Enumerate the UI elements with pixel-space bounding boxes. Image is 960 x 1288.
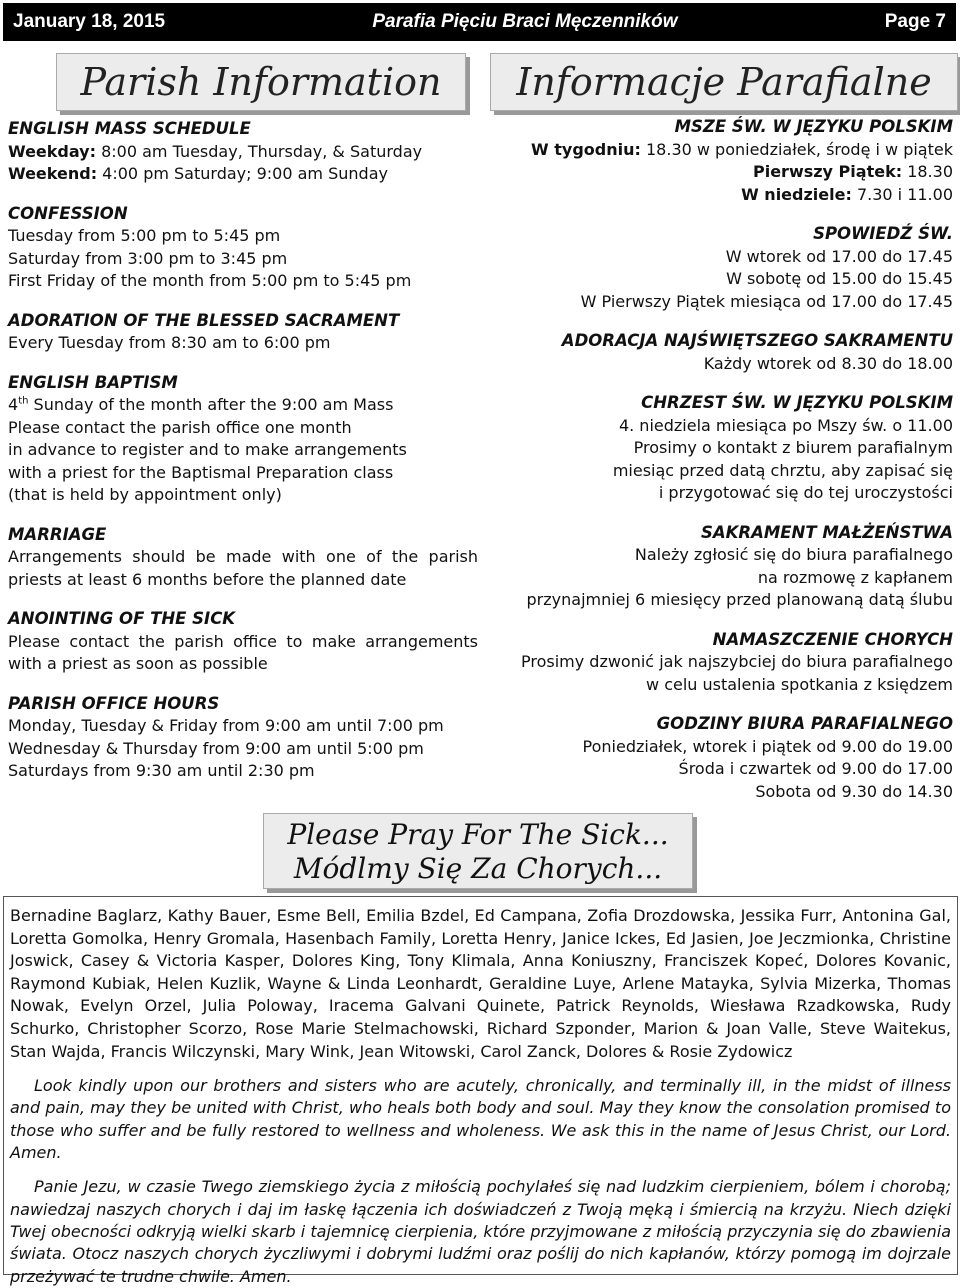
first-friday-times: 18.30 [902,162,953,181]
office-hours-line: Wednesday & Thursday from 9:00 am until 5:00 pm [8,738,424,758]
polish-mass-section [490,116,953,206]
office-hours-line: Saturdays from 9:30 am until 2:30 pm [8,761,315,780]
confession-line: First Friday of the month from 5:00 pm to 5:45 pm [8,271,412,290]
informacje-parafialne-heading: Informacje Parafialne [490,53,958,111]
weekday-times: 8:00 am Tuesday, Thursday, & Saturday [96,141,423,161]
baptism-section [8,372,478,507]
anointing-text: Please contact the parish office to make arrangements with a priest as soon as possible [8,631,478,673]
weekday-label: Weekday: [8,141,97,161]
pray-for-sick-heading [263,813,693,889]
sunday-times: 7.30 i 11.00 [851,184,953,204]
section-title: SPOWIEDŹ ŚW. [813,224,953,243]
malzenstwo-section [490,522,953,612]
first-friday-label: Pierwszy Piątek: [752,162,903,181]
baptism-line: i przygotować się do tej uroczystości [658,483,953,502]
polish-info-column [490,116,953,820]
office-hours-line: Środa i czwartek od 9.00 do 17.00 [678,759,953,778]
baptism-line: 4. niedziela miesiąca po Mszy św. o 11.00 [618,415,953,435]
weekday-label: W tygodniu: [531,139,641,159]
marriage-section [8,524,478,592]
sick-names-list: Bernadine Baglarz, Kathy Bauer, Esme Bell, Emilia Bzdel, Ed Campana, Zofia Drozdowska, Jessika Furr, Antonina Gal, Loretta Gomolka, Henry Gromala, Hasenbach Family, Loretta Henry, Janice Ickes, Ed Jasien, Joe Jeczmionka, Christine Joswick, Casey & Victoria Kasper, Dolores King, Tony Klimala, Anna Koniuszny, Franciszek Kopeć, Dolores Kovanic, Raymond Kubiak, Helen Kuzlik, Wayne & Linda Leonhardt, Geraldine Luye, Arlene Matayka, Sylvia Mizerka, Thomas Nowak, Evelyn Orzel, Julia Poloway, Iracema Galvani Quinete, Patrick Reynolds, Wiesława Rzadkowska, Rudy Schurko, Christopher Scorzo, Rose Marie Stelmachowski, Richard Szponder, Marion & Joan Valle, Steve Waitekus, Stan Wajda, Francis Wilczynski, Mary Wink, Jean Witowski, Carol Zanck, Dolores & Rosie Zydowicz [10,906,951,1061]
office-hours-line: Sobota od 9.30 do 14.30 [755,781,953,801]
baptism-line: with a priest for the Baptismal Preparation class [8,462,394,482]
baptism-ordinal: 4 [8,395,19,414]
marriage-line: na rozmowę z kapłanem [757,567,953,587]
spowiedz-section [490,223,953,313]
weekend-times: 4:00 pm Saturday; 9:00 am Sunday [97,164,388,183]
baptism-line: Prosimy o kontakt z biurem parafialnym [633,438,953,457]
baptism-line: (that is held by appointment only) [8,485,282,504]
section-title: ADORATION OF THE BLESSED SACRAMENT [8,310,400,330]
namaszczenie-section [490,629,953,697]
section-title: CONFESSION [8,203,128,223]
section-title: MSZE ŚW. W JĘZYKU POLSKIM [674,117,953,136]
weekend-label: Weekend: [8,164,98,183]
adoracja-section [490,330,953,375]
english-mass-section [8,118,478,186]
sunday-label: W niedziele: [741,184,852,204]
marriage-text: Arrangements should be made with one of the parish priests at least 6 months before the planned date [8,547,478,589]
adoration-section [8,310,478,355]
page-header-bar [3,3,956,41]
anointing-line: w celu ustalenia spotkania z księdzem [646,674,953,694]
confession-line: W Pierwszy Piątek miesiąca od 17.00 do 17.45 [580,291,953,311]
section-title: ENGLISH BAPTISM [8,372,178,392]
baptism-ordinal-suffix: th [18,395,29,407]
section-title: ADORACJA NAJŚWIĘTSZEGO SAKRAMENTU [561,331,953,350]
section-title: ANOINTING OF THE SICK [8,609,236,628]
section-title: GODZINY BIURA PARAFIALNEGO [656,714,953,733]
marriage-line: przynajmniej 6 miesięcy przed planowaną datą ślubu [526,590,953,609]
pray-heading-english: Please Pray For The Sick... [287,818,669,851]
baptism-line: miesiąc przed datą chrztu, aby zapisać się [612,460,953,480]
prayer-polish: Panie Jezu, w czasie Twego ziemskiego życia z miłością pochylałeś się nad ludzkim cierpieniem, bólem i chorobą; nawiedzaj naszych chorych i daj im łaskę łączenia ich doświadczeń z Twoją męką i śmiercią na krzyżu. Niech dzięki Twej obecności odkryją wielki skarb i tajemnicę cierpienia, które przyjmowane z miłością przyczynia się do zbawienia świata. Otocz naszych chorych życzliwymi i dobrymi ludźmi oraz poślij do nich kapłanów, którzy pomogą im dojrzale przeżywać te trudne chwile. Amen. [10,1177,951,1286]
confession-section [8,203,478,293]
pray-heading-polish: Módlmy Się Za Chorych... [293,852,663,885]
parish-information-heading: Parish Information [56,53,466,111]
page-number: Page 7 [884,11,946,32]
section-title: NAMASZCZENIE CHORYCH [712,629,953,649]
sick-list-box [3,896,958,1286]
section-title: ENGLISH MASS SCHEDULE [8,119,251,138]
baptism-first-line: Sunday of the month after the 9:00 am Mass [28,395,394,414]
english-info-column [8,118,478,800]
prayer-english: Look kindly upon our brothers and sisters who are acutely, chronically, and terminally ill, in the midst of illness and pain, may they be united with Christ, who heals both body and soul. May they know the consolation promised to those who suffer and be fully restored to wellness and wholeness. We ask this in the name of Jesus Christ, our Lord. Amen. [10,1076,951,1163]
adoration-text: Every Tuesday from 8:30 am to 6:00 pm [8,333,331,352]
confession-line: Saturday from 3:00 pm to 3:45 pm [8,248,288,268]
anointing-line: Prosimy dzwonić jak najszybciej do biura parafialnego [520,652,953,671]
office-hours-line: Monday, Tuesday & Friday from 9:00 am until 7:00 pm [8,716,444,735]
godziny-biura-section [490,713,953,803]
baptism-line: Please contact the parish office one month [8,417,352,437]
section-title: CHRZEST ŚW. W JĘZYKU POLSKIM [641,393,953,412]
adoration-text: Każdy wtorek od 8.30 do 18.00 [703,353,953,373]
confession-line: W sobotę od 15.00 do 15.45 [726,269,953,288]
office-hours-section [8,693,478,783]
issue-date: January 18, 2015 [13,11,166,32]
section-title: MARRIAGE [8,524,107,544]
section-title: SAKRAMENT MAŁŻEŃSTWA [700,522,953,542]
weekday-times: 18.30 w poniedziałek, środę i w piątek [640,139,953,159]
marriage-line: Należy zgłosić się do biura parafialnego [634,545,953,564]
section-title: PARISH OFFICE HOURS [8,693,220,713]
office-hours-line: Poniedziałek, wtorek i piątek od 9.00 do 19.00 [582,736,953,756]
parish-name: Parafia Pięciu Braci Męczenników [372,11,678,32]
anointing-section [8,608,478,676]
baptism-line: in advance to register and to make arrangements [8,440,407,459]
confession-line: W wtorek od 17.00 do 17.45 [725,246,953,266]
confession-line: Tuesday from 5:00 pm to 5:45 pm [8,226,281,245]
chrzest-section [490,392,953,505]
